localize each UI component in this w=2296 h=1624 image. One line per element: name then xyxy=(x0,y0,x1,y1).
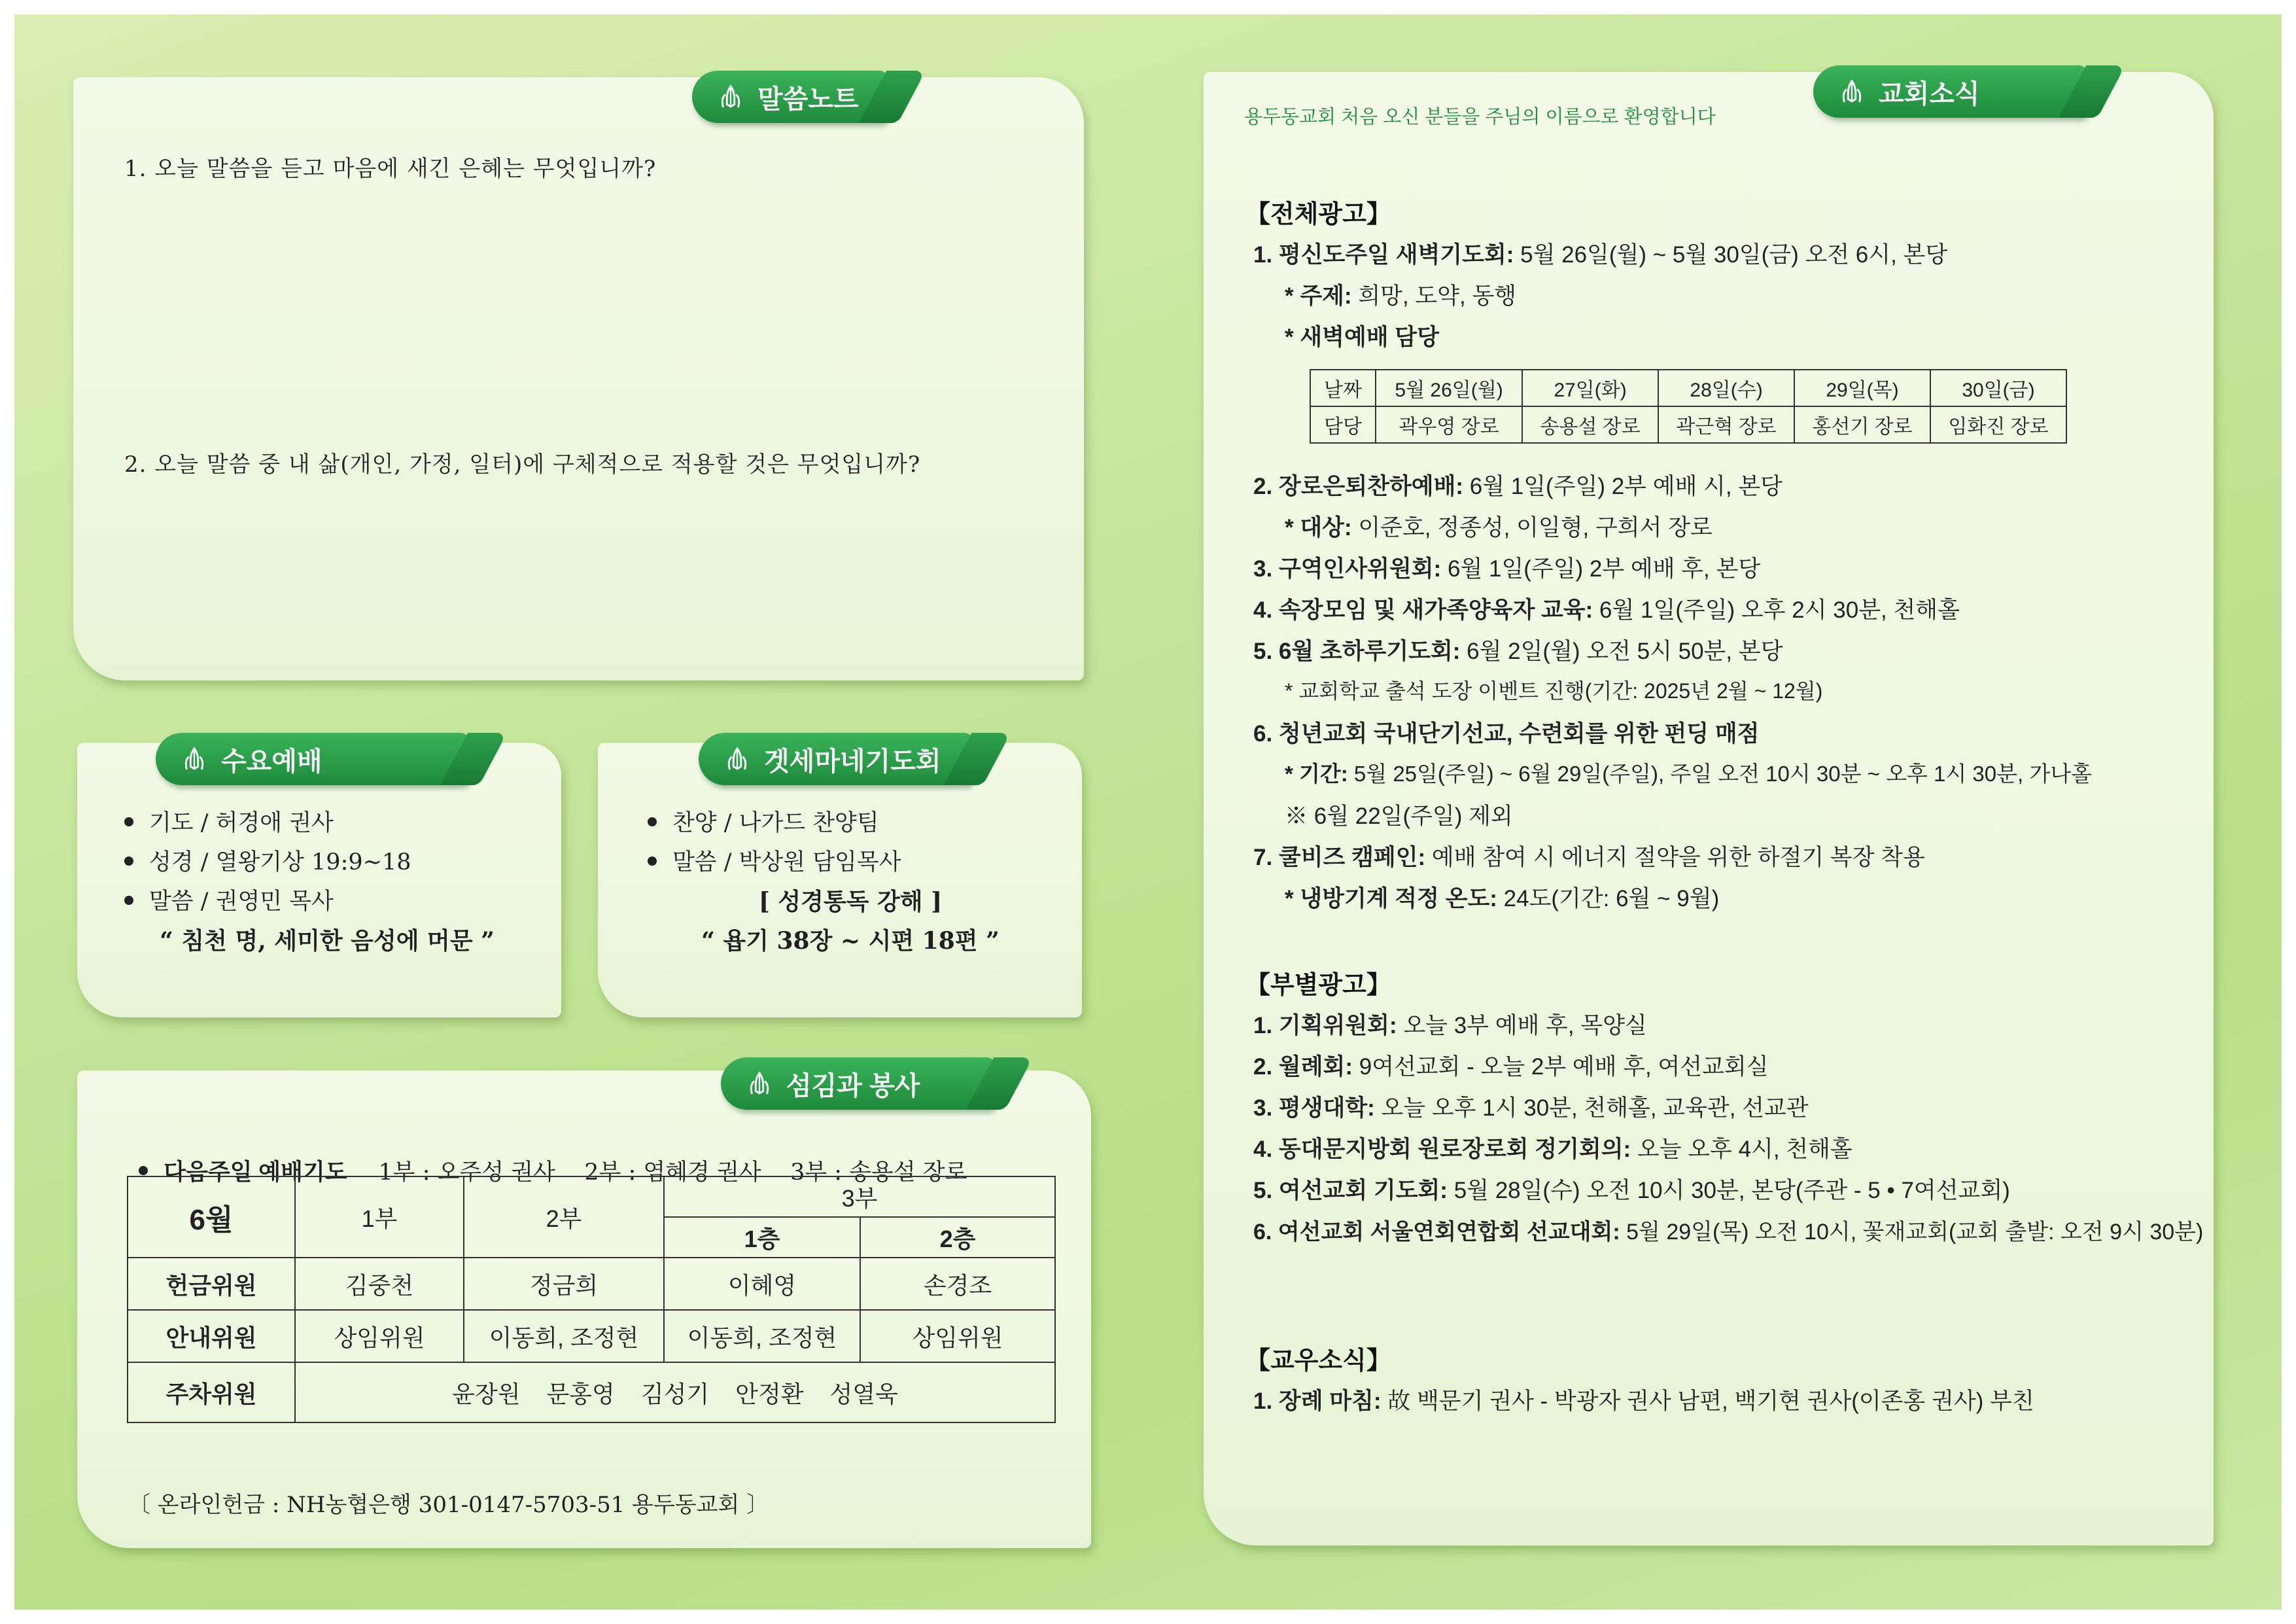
service-tag xyxy=(721,1057,996,1110)
dawn-cell: 30일(금) xyxy=(1930,370,2066,406)
news-item: 6. 여선교회 서울연회연합회 선교대회: 5월 29일(목) 오전 10시, 꽃재교회(교회 출발: 오전 9시 30분) xyxy=(1253,1220,2204,1244)
roster-cell: 이혜영 xyxy=(664,1258,860,1310)
roster-header-1floor: 1층 xyxy=(664,1217,860,1258)
dawn-cell: 홍선기 장로 xyxy=(1794,406,1930,443)
roster-row-label: 주차위원 xyxy=(128,1362,295,1422)
roster-header-2bu: 2부 xyxy=(464,1176,664,1258)
service-roster-table xyxy=(127,1176,1056,1423)
praying-hands-icon xyxy=(1837,77,1867,107)
news-item: 2. 장로은퇴찬하예배: 6월 1일(주일) 2부 예배 시, 본당 xyxy=(1253,474,1783,499)
roster-cell: 손경조 xyxy=(860,1258,1055,1310)
roster-cell: 김중천 xyxy=(295,1258,464,1310)
dawn-cell: 곽우영 장로 xyxy=(1376,406,1522,443)
church-news-tag-label: 교회소식 xyxy=(1879,79,1980,109)
church-news-tag xyxy=(1813,65,2088,118)
news-item: 7. 쿨비즈 캠페인: 예배 참여 시 에너지 절약을 위한 하절기 복장 착용 xyxy=(1253,845,1925,870)
roster-cell: 이동희, 조정현 xyxy=(664,1310,860,1362)
dawn-cell: 날짜 xyxy=(1310,370,1376,406)
table-row xyxy=(128,1258,1055,1310)
table-row xyxy=(1310,370,2066,406)
news-item: 1. 평신도주일 새벽기도회: 5월 26일(월) ~ 5월 30일(금) 오전 6시, 본당 xyxy=(1253,242,1948,268)
table-row xyxy=(1310,406,2066,443)
sermon-question-1: 1. 오늘 말씀을 듣고 마음에 새긴 은혜는 무엇입니까? xyxy=(124,156,657,182)
news-item: 4. 동대문지방회 원로장로회 정기회의: 오늘 오후 4시, 천해홀 xyxy=(1253,1137,1852,1162)
news-item: * 냉방기계 적정 온도: 24도(기간: 6월 ~ 9월) xyxy=(1285,886,1720,911)
wednesday-sermon-title: “ 침천 명, 세미한 음성에 머문 ” xyxy=(160,927,495,955)
dawn-cell: 5월 26일(월) xyxy=(1376,370,1522,406)
news-item: * 새벽예배 담당 xyxy=(1285,325,1439,350)
dawn-cell: 곽근혁 장로 xyxy=(1658,406,1794,443)
roster-month: 6월 xyxy=(128,1176,295,1258)
roster-cell: 이동희, 조정현 xyxy=(464,1310,664,1362)
welcome-message: 용두동교회 처음 오신 분들을 주님의 이름으로 환영합니다 xyxy=(1244,107,1716,128)
news-item: * 주제: 희망, 도약, 동행 xyxy=(1285,283,1517,309)
wednesday-service-list xyxy=(124,803,411,921)
table-row xyxy=(128,1362,1055,1422)
next-prayer-label: 다음주일 예배기도 xyxy=(164,1159,347,1185)
gethsemane-subtitle: [ 성경통독 강해 ] xyxy=(758,888,943,915)
news-item: 3. 평생대학: 오늘 오후 1시 30분, 천해홀, 교육관, 선교관 xyxy=(1253,1095,1809,1121)
next-prayer-names: 1부 : 오주성 권사 2부 : 염혜경 권사 3부 : 송용설 장로 xyxy=(378,1159,967,1186)
service-tag-label: 섬김과 봉사 xyxy=(786,1071,920,1101)
gethsemane-tag xyxy=(699,733,973,785)
member-news-title: 【교우소식】 xyxy=(1245,1347,1391,1375)
parking-volunteers: 윤장원 문홍영 김성기 안정환 성열욱 xyxy=(295,1362,1055,1422)
news-item: 4. 속장모임 및 새가족양육자 교육: 6월 1일(주일) 오후 2시 30분, 천해홀 xyxy=(1253,597,1960,623)
roster-cell: 상임위원 xyxy=(860,1310,1055,1362)
table-row xyxy=(128,1310,1055,1362)
list-item: 기도 / 허경애 권사 xyxy=(124,803,411,843)
sermon-note-tag-label: 말씀노트 xyxy=(757,84,859,114)
news-item: 6. 청년교회 국내단기선교, 수련회를 위한 펀딩 매점 xyxy=(1253,721,1760,747)
list-item: 말씀 / 권영민 목사 xyxy=(124,882,411,921)
wednesday-service-tag xyxy=(156,733,470,785)
department-ads-title: 【부별광고】 xyxy=(1245,972,1391,999)
dawn-service-table xyxy=(1310,369,2067,444)
praying-hands-icon xyxy=(722,744,752,774)
sermon-question-2: 2. 오늘 말씀 중 내 삶(개인, 가정, 일터)에 구체적으로 적용할 것은 무엇입니까? xyxy=(124,451,921,478)
online-offering-info: 〔 온라인헌금 : NH농협은행 301-0147-5703-51 용두동교회 〕 xyxy=(128,1492,769,1518)
roster-cell: 정금희 xyxy=(464,1258,664,1310)
news-item: * 기간: 5월 25일(주일) ~ 6월 29일(주일), 주일 오전 10시 30분 ~ 오후 1시 30분, 가나홀 xyxy=(1285,762,2092,786)
news-item: 1. 장례 마침: 故 백문기 권사 - 박광자 권사 남편, 백기현 권사(이존홍 권사) 부친 xyxy=(1253,1388,2034,1414)
roster-row-label: 안내위원 xyxy=(128,1310,295,1362)
gethsemane-reading-title: “ 욥기 38장 ~ 시편 18편 ” xyxy=(701,927,1000,955)
news-item: 1. 기획위원회: 오늘 3부 예배 후, 목양실 xyxy=(1253,1013,1647,1038)
praying-hands-icon xyxy=(716,82,746,112)
dawn-cell: 27일(화) xyxy=(1522,370,1658,406)
gethsemane-tag-label: 겟세마네기도회 xyxy=(764,747,941,776)
roster-cell: 상임위원 xyxy=(295,1310,464,1362)
roster-row-label: 헌금위원 xyxy=(128,1258,295,1310)
list-item: 찬양 / 나가드 찬양팀 xyxy=(648,803,901,843)
news-item: 2. 월례회: 9여선교회 - 오늘 2부 예배 후, 여선교회실 xyxy=(1253,1054,1769,1080)
news-item: 3. 구역인사위원회: 6월 1일(주일) 2부 예배 후, 본당 xyxy=(1253,556,1761,582)
general-ads-title: 【전체광고】 xyxy=(1245,201,1391,228)
list-item: 성경 / 열왕기상 19:9~18 xyxy=(124,843,411,882)
wednesday-service-tag-label: 수요예배 xyxy=(221,747,322,776)
praying-hands-icon xyxy=(744,1068,774,1099)
news-item: * 대상: 이준호, 정종성, 이일형, 구희서 장로 xyxy=(1285,515,1713,540)
dawn-cell: 담당 xyxy=(1310,406,1376,443)
list-item: 말씀 / 박상원 담임목사 xyxy=(648,843,901,882)
roster-header-1bu: 1부 xyxy=(295,1176,464,1258)
news-item: 5. 6월 초하루기도회: 6월 2일(월) 오전 5시 50분, 본당 xyxy=(1253,639,1783,664)
dawn-cell: 29일(목) xyxy=(1794,370,1930,406)
gethsemane-list xyxy=(648,803,901,882)
roster-header-2floor: 2층 xyxy=(860,1217,1055,1258)
dawn-cell: 임화진 장로 xyxy=(1930,406,2066,443)
dawn-cell: 28일(수) xyxy=(1658,370,1794,406)
news-item: 5. 여선교회 기도회: 5월 28일(수) 오전 10시 30분, 본당(주관 - 5 • 7여선교회) xyxy=(1253,1178,2010,1203)
news-item: ※ 6월 22일(주일) 제외 xyxy=(1285,803,1513,829)
news-item: * 교회학교 출석 도장 이벤트 진행(기간: 2025년 2월 ~ 12월) xyxy=(1285,679,1823,703)
roster-header-3bu: 3부 xyxy=(664,1176,1055,1217)
praying-hands-icon xyxy=(179,744,209,774)
dawn-cell: 송용설 장로 xyxy=(1522,406,1658,443)
sermon-note-tag xyxy=(692,71,888,123)
